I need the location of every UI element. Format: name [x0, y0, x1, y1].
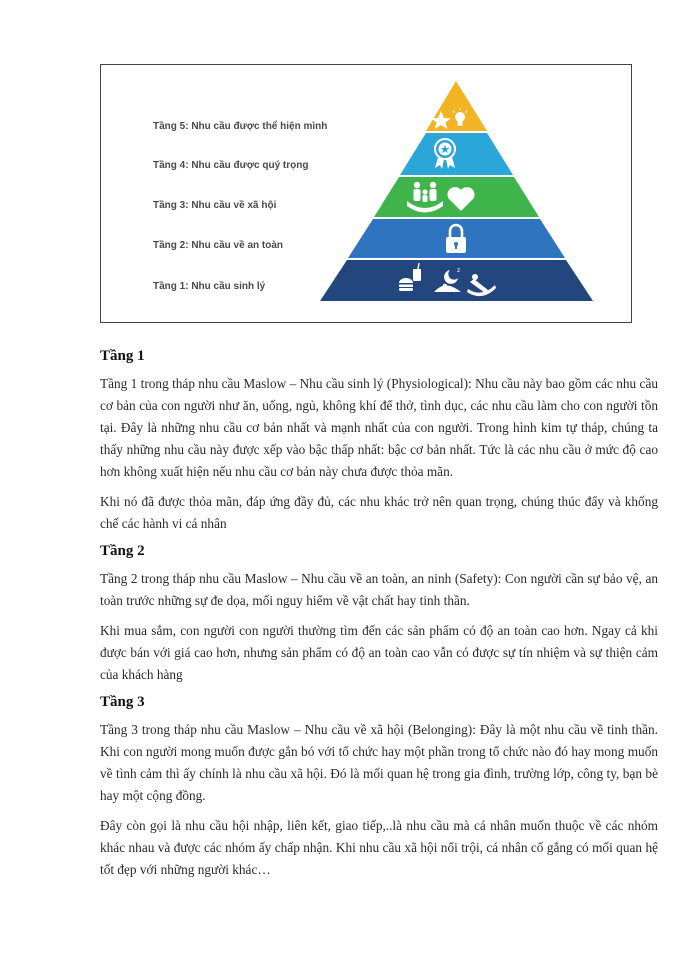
tier-3-label: Tầng 3: Nhu cầu về xã hội — [153, 200, 277, 211]
paragraph: Tầng 1 trong tháp nhu cầu Maslow – Nhu cầu sinh lý (Physiological): Nhu cầu này bao gồm các nhu cầu cơ bản của con người như ăn, uống, ngủ, không khí để thở, tình dục, các nhu cầu làm cho con người tồn tại. Đây là những nhu cầu cơ bản nhất và mạnh nhất của con người. Trong hình kim tự tháp, chúng ta thấy những nhu cầu này được xếp vào bậc thấp nhất: bậc cơ bản nhất. Tức là các nhu cầu ở mức độ cao hơn không xuất hiện nếu nhu cầu cơ bản này chưa được thỏa mãn. — [100, 376, 658, 479]
tier-4-label: Tầng 4: Nhu cầu được quý trọng — [153, 160, 309, 171]
paragraph: Đây còn gọi là nhu cầu hội nhập, liên kết, giao tiếp,..là nhu cầu mà cá nhân muốn thuộc về các nhóm khác nhau và được các nhóm ấy chấp nhận. Khi nhu cầu xã hội nổi trội, cá nhân cố gắng có mối quan hệ tốt đẹp với những người khác… — [100, 818, 658, 877]
document-body — [100, 340, 658, 889]
pyramid-diagram — [101, 65, 631, 322]
tier-1-label: Tầng 1: Nhu cầu sinh lý — [153, 281, 266, 292]
tier-5-label: Tầng 5: Nhu cầu được thể hiện mình — [153, 121, 328, 132]
pyramid-tier-5-shape — [426, 81, 487, 131]
section-tang-3 — [100, 694, 658, 881]
paragraph: Khi nó đã được thỏa mãn, đáp ứng đầy đủ, các nhu khác trở nên quan trọng, chúng thúc đẩy và khống chế các hành vi cá nhân — [100, 494, 658, 531]
svg-text:z: z — [457, 267, 461, 274]
pyramid-tier-4-shape — [400, 133, 513, 175]
tier-2-label: Tầng 2: Nhu cầu về an toàn — [153, 240, 284, 251]
paragraph: Tầng 2 trong tháp nhu cầu Maslow – Nhu cầu về an toàn, an ninh (Safety): Con người cần sự bảo vệ, an toàn trước những sự đe dọa, mối nguy hiểm về vật chất hay tinh thần. — [100, 571, 658, 608]
section-tang-1 — [100, 348, 658, 535]
section-heading: Tầng 3 — [100, 694, 145, 710]
maslow-pyramid-figure — [100, 64, 632, 323]
paragraph: Tầng 3 trong tháp nhu cầu Maslow – Nhu cầu về xã hội (Belonging): Đây là một nhu cầu về tinh thần. Khi con người mong muốn được gắn bó với tổ chức hay một phần trong tổ chức nào đó hay mong muốn về tình cảm thì ấy chính là nhu cầu xã hội. Đó là mối quan hệ trong gia đình, trường lớp, công ty, bạn bè hay một cộng đồng. — [100, 722, 658, 803]
paragraph: Khi mua sắm, con người con người thường tìm đến các sản phẩm có độ an toàn cao hơn. Ngay cả khi được bán với giá cao hơn, nhưng sản phẩm có độ an toàn cao vẫn có được sự tín nhiệm và sự thiện cảm của khách hàng — [100, 623, 658, 682]
section-tang-2 — [100, 543, 658, 686]
section-heading: Tầng 2 — [100, 543, 145, 559]
section-heading: Tầng 1 — [100, 348, 145, 364]
